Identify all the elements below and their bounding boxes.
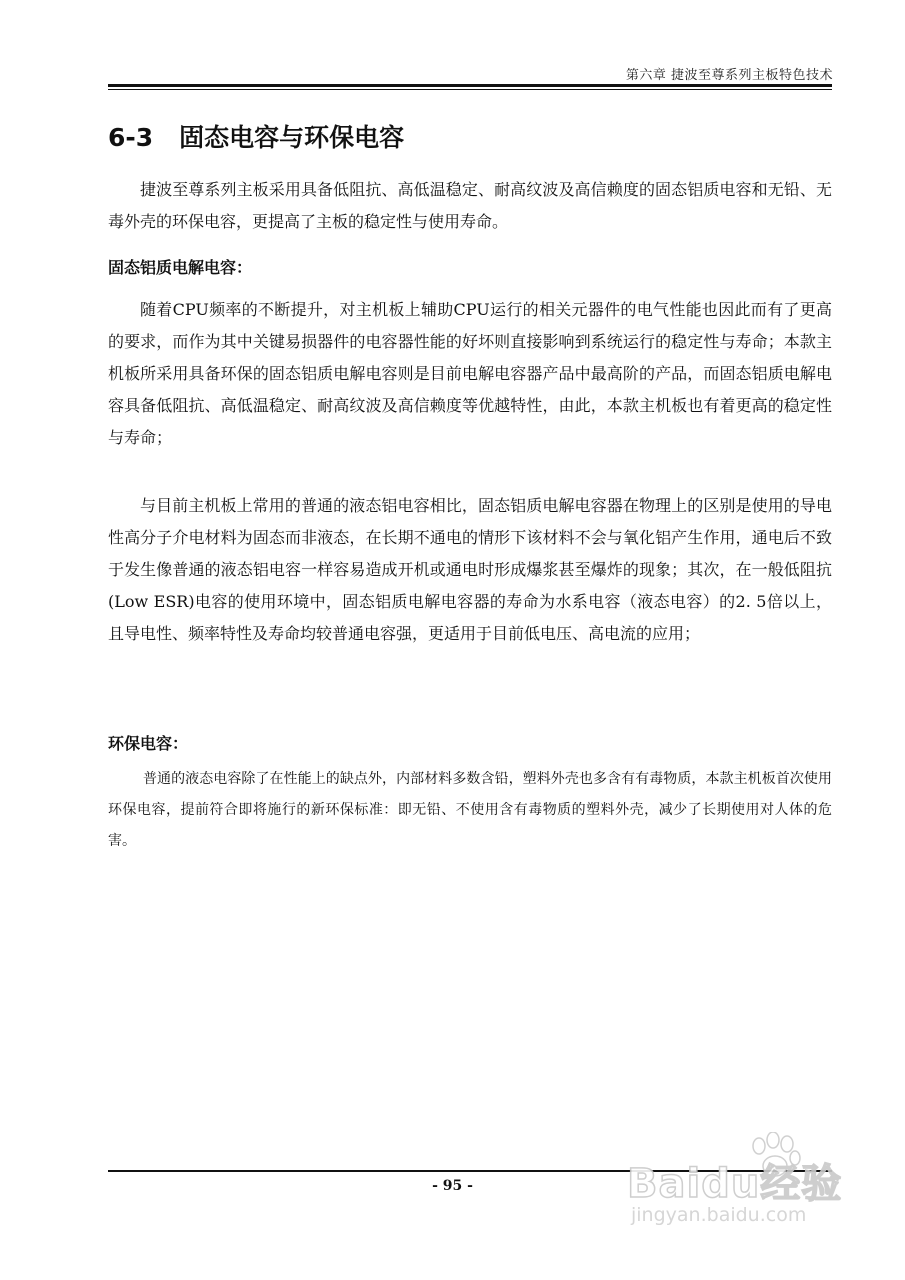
solid-cap-para1-block <box>108 294 832 454</box>
baidu-watermark <box>617 1132 847 1242</box>
eco-cap-paragraph: 普通的液态电容除了在性能上的缺点外，内部材料多数含铅，塑料外壳也多含有有毒物质，本款主机板首次使用环保电容，提前符合即将施行的新环保标准：即无铅、不使用含有毒物质的塑料外壳，减少了长期使用对人体的危害。 <box>108 771 832 849</box>
page-number: - 95 - <box>432 1178 473 1194</box>
watermark-brand: Baidu经验 <box>627 1161 843 1207</box>
eco-cap-para-block <box>108 764 832 857</box>
header-rule-thick <box>108 84 832 87</box>
solid-cap-block <box>108 254 832 282</box>
section-title-text: 固态电容与环保电容 <box>179 123 405 152</box>
section-title <box>108 118 404 154</box>
solid-cap-paragraph-2: 与目前主机板上常用的普通的液态铝电容相比，固态铝质电解电容器在物理上的区别是使用的导电性高分子介电材料为固态而非液态，在长期不通电的情形下该材料不会与氧化铝产生作用，通电后不致于发生像普通的液态铝电容一样容易造成开机或通电时形成爆浆甚至爆炸的现象；其次，在一般低阻抗 (Low ESR)电容的使用环境中，固态铝质电解电容器的寿命为水系电容（液态电容）的2. 5倍以上，且导电性、频率特性及寿命均较普通电容强，更适用于目前低电压、高电流的应用； <box>108 496 832 643</box>
solid-cap-paragraph-1: 随着CPU频率的不断提升，对主机板上辅助CPU运行的相关元器件的电气性能也因此而有了更高的要求，而作为其中关键易损器件的电容器性能的好坏则直接影响到系统运行的稳定性与寿命；本款主机板所采用具备环保的固态铝质电解电容则是目前电解电容器产品中最高阶的产品，而固态铝质电解电容具备低阻抗、高低温稳定、耐高纹波及高信赖度等优越特性，由此，本款主机板也有着更高的稳定性与寿命； <box>108 300 832 447</box>
watermark-url: jingyan.baidu.com <box>631 1204 807 1226</box>
running-header: 第六章 捷波至尊系列主板特色技术 <box>625 68 833 83</box>
eco-cap-heading: 环保电容： <box>108 734 189 753</box>
intro-paragraph: 捷波至尊系列主板采用具备低阻抗、高低温稳定、耐高纹波及高信赖度的固态铝质电容和无铅、无毒外壳的环保电容，更提高了主板的稳定性与使用寿命。 <box>108 180 832 231</box>
header-rule-thin <box>108 89 832 90</box>
solid-cap-heading: 固态铝质电解电容： <box>108 258 253 277</box>
solid-cap-para2-block <box>108 490 832 650</box>
eco-cap-block <box>108 730 832 758</box>
section-number: 6-3 <box>108 123 154 152</box>
intro-block <box>108 174 832 238</box>
